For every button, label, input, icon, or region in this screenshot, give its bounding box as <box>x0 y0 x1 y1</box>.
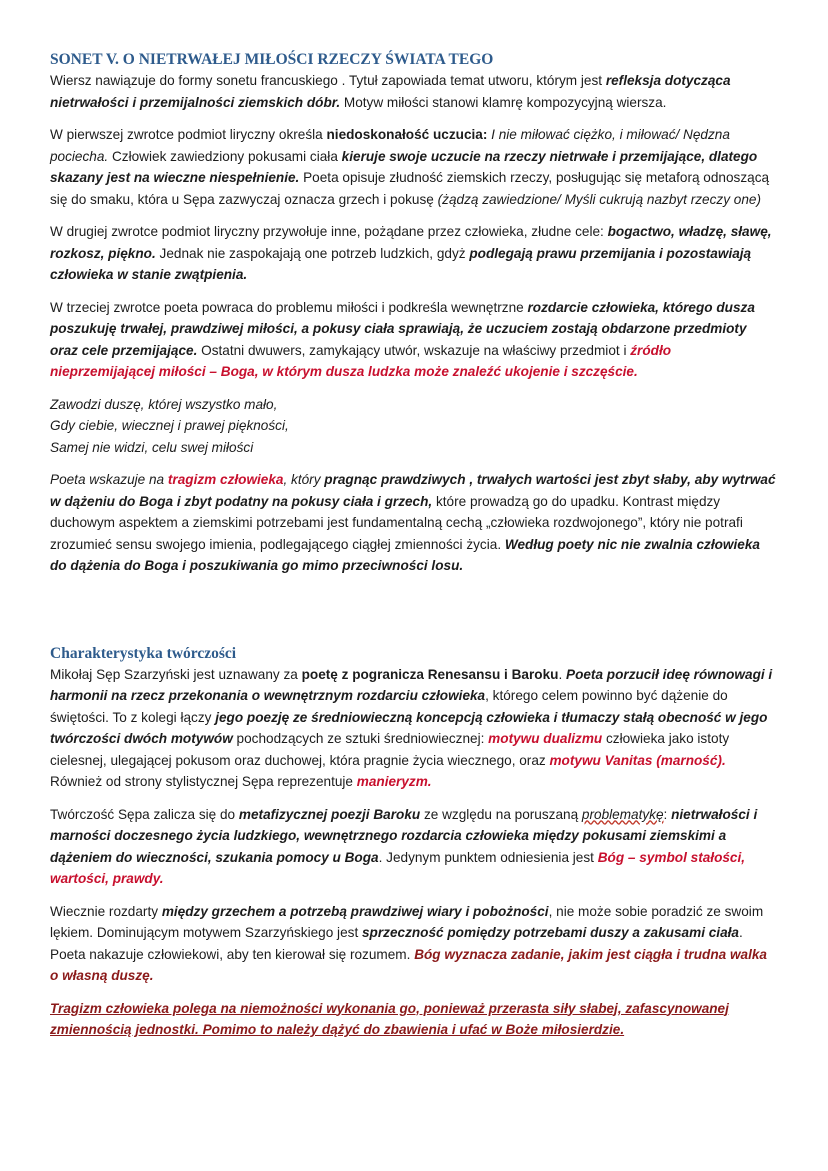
highlight-underlined: Tragizm człowieka polega na niemożności wykonania go, ponieważ przerasta siły słabej, zafascynowanej zmiennością jednostki. Pomimo to należy dążyć do zbawienia i ufać w Boże miłosierdzie. <box>50 1000 729 1037</box>
text: , nie może sobie poradzić ze swoim lękiem. Dominującym motywem Szarzyńskiego jest <box>50 903 764 940</box>
paragraph-metaphysical <box>50 804 778 890</box>
text: człowieka jako istoty cielesnej, ulegającej pokusom oraz duchowej, która pragnie życia wiecznego, oraz <box>50 731 730 768</box>
emphasis: sprzeczność pomiędzy potrzebami duszy a zakusami ciała <box>362 925 739 940</box>
text: W pierwszej zwrotce podmiot liryczny określa <box>50 127 327 142</box>
text: W trzeciej zwrotce poeta powraca do problemu miłości i podkreśla wewnętrzne <box>50 299 528 315</box>
highlight-red: Bóg – symbol stałości, wartości, prawdy. <box>50 849 746 886</box>
text: : <box>663 806 672 822</box>
paragraph-third-stanza <box>50 297 778 383</box>
quote-line: Samej nie widzi, celu swej miłości <box>50 439 254 455</box>
text: . Poeta nakazuje człowiekowi, aby ten kierował się rozumem. <box>50 925 743 962</box>
text: Poeta wskazuje na <box>50 472 168 487</box>
highlight-darkred: Bóg wyznacza zadanie, jakim jest ciągła i trudna walka o własną duszę. <box>50 946 767 983</box>
quote-line: Zawodzi duszę, której wszystko mało, <box>50 396 278 412</box>
text: Mikołaj Sęp Szarzyński jest uznawany za <box>50 666 302 682</box>
text: . Jedynym punktem odniesienia jest <box>378 849 598 865</box>
text: . <box>558 666 566 682</box>
emphasis: pragnąc prawdziwych , trwałych wartości jest zbyt słaby, aby wytrwać w dążeniu do Boga i zbyt podatny na pokusy ciała i grzech, <box>50 472 776 509</box>
highlight-red: tragizm człowieka <box>167 472 284 487</box>
emphasis: niedoskonałość uczucia: <box>326 127 488 142</box>
emphasis: metafizycznej poezji Baroku <box>238 806 421 822</box>
highlight-red: motywu dualizmu <box>488 731 603 746</box>
emphasis: Poeta porzucił ideę równowagi i harmonii na rzecz przekonania o wewnętrznym rozdarciu człowieka <box>50 666 773 703</box>
paragraph-second-stanza <box>50 221 778 286</box>
spellcheck-word: problematykę <box>581 806 664 822</box>
spacer <box>50 588 778 644</box>
sonnet-heading: SONET V. O NIETRWAŁEJ MIŁOŚCI RZECZY ŚWIATA TEGO <box>50 51 494 68</box>
paragraph-conflict <box>50 901 778 987</box>
paragraph-tragedy <box>50 469 778 577</box>
emphasis: podlegają prawu przemijania i pozostawiają człowieka w stanie zwątpienia. <box>50 245 752 282</box>
emphasis: kieruje swoje uczucie na rzeczy nietrwałe i przemijające, dlatego skazany jest na wieczne niespełnienie. <box>50 148 758 185</box>
emphasis: poetę z pogranicza Renesansu i Baroku <box>301 666 559 682</box>
text: Człowiek zawiedziony pokusami ciała <box>108 148 342 164</box>
text: W drugiej zwrotce podmiot liryczny przywołuje inne, pożądane przez człowieka, złudne cele: <box>50 224 608 239</box>
text: Ostatni dwuwers, zamykający utwór, wskazuje na właściwy przedmiot i <box>197 342 631 358</box>
paragraph-first-stanza <box>50 124 778 210</box>
emphasis: między grzechem a potrzebą prawdziwej wiary i pobożności <box>161 903 549 919</box>
highlight-red: manieryzm. <box>356 774 432 789</box>
paragraph-characteristics <box>50 664 778 793</box>
text: pochodzących ze sztuki średniowiecznej: <box>232 731 489 746</box>
emphasis: bogactwo, władzę, sławę, rozkosz, piękno. <box>50 224 772 261</box>
text: Twórczość Sępa zalicza się do <box>50 806 239 822</box>
quote-line: Gdy ciebie, wiecznej i prawej piękności, <box>50 418 289 433</box>
text: Również od strony stylistycznej Sępa reprezentuje <box>50 774 357 789</box>
text: , którego celem powinno być dążenie do świętości. To z kolegi łączy <box>50 688 728 725</box>
poem-quote <box>50 394 778 459</box>
text: Jednak nie zaspokajają one potrzeb ludzkich, gdyż <box>155 245 470 261</box>
citation: (żądzą zawiedzione/ Myśli cukrują nazbyt rzeczy one) <box>437 191 761 207</box>
document-page <box>50 50 778 1052</box>
emphasis: refleksja dotycząca nietrwałości i przemijalności ziemskich dóbr. <box>50 73 731 110</box>
text: które prowadzą go do upadku. Kontrast między duchowym aspektem a ziemskimi potrzebami jest fundamentalną cechą „człowieka rozdwojonego”, który nie potrafi zrozumieć sensu swojego imienia, podlegającego ciągłej zmienności życia. <box>50 493 743 552</box>
characteristics-heading: Charakterystyka twórczości <box>50 644 237 662</box>
emphasis: rozdarcie człowieka, którego dusza poszukuję trwałej, prawdziwej miłości, a pokusy ciała sprawiają, że uczuciem zostają obdarzone przedmioty oraz cele przemijające. <box>50 299 755 358</box>
text: Wiersz nawiązuje do formy sonetu francuskiego . Tytuł zapowiada temat utworu, którym jest <box>50 73 606 88</box>
highlight-red: źródło nieprzemijającej miłości – Boga, w którym dusza ludzka może znaleźć ukojenie i szczęście. <box>50 342 672 379</box>
citation: I nie miłować ciężko, i miłować/ Nędzna pociecha. <box>50 127 730 164</box>
text: Motyw miłości stanowi klamrę kompozycyjną wiersza. <box>340 94 667 110</box>
emphasis: nietrwałości i marności doczesnego życia ludzkiego, wewnętrznego rozdarcia człowieka między pokusami ziemskimi a dążeniem do wieczności, szukania pomocy u Boga <box>50 806 758 865</box>
highlight-red: motywu Vanitas (marność). <box>549 752 726 768</box>
text: Wiecznie rozdarty <box>50 903 162 919</box>
text: Poeta opisuje złudność ziemskich rzeczy, posługując się metaforą odnoszącą się do smaku, która u Sępa zazwyczaj oznacza grzech i pokusę <box>50 170 770 207</box>
paragraph-conclusion <box>50 998 778 1041</box>
paragraph-intro <box>50 70 778 113</box>
text: , który <box>283 472 325 487</box>
text: ze względu na poruszaną <box>420 806 582 822</box>
emphasis: jego poezję ze średniowieczną koncepcją człowieka i tłumaczy stałą obecność w jego twórczości dwóch motywów <box>50 709 768 746</box>
emphasis: Według poety nic nie zwalnia człowieka do dążenia do Boga i poszukiwania go mimo przeciwności losu. <box>50 536 760 573</box>
